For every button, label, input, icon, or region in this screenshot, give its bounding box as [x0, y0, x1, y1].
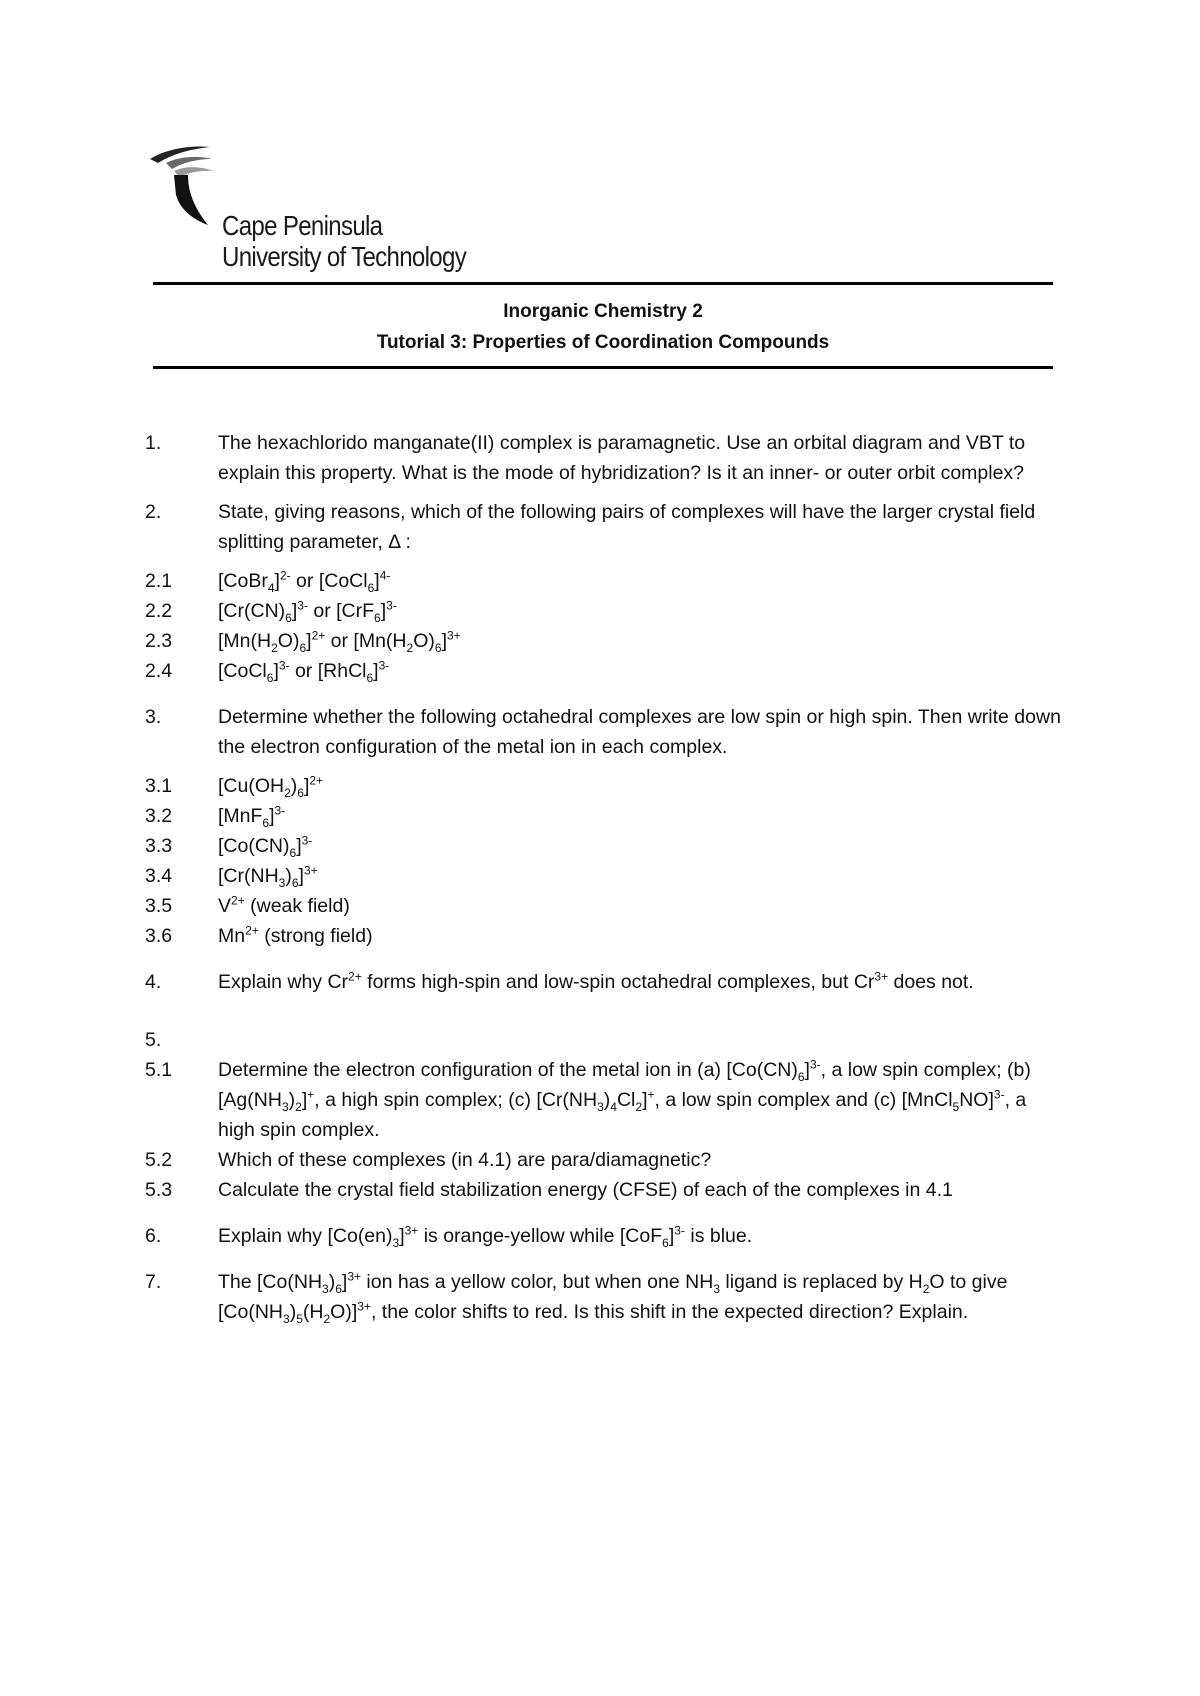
question-4 — [145, 967, 1065, 997]
question-number: 2.4 — [145, 660, 173, 682]
question-text: [CoBr$_4$]$^{2-}$ or [CoCl$_6$]$^{4-}$ — [218, 568, 391, 595]
course-title: Inorganic Chemistry 2 — [503, 301, 703, 322]
question-number: 1. — [145, 432, 162, 454]
question-3-1 — [145, 771, 1065, 801]
question-list — [145, 428, 1065, 1327]
question-2-4 — [145, 656, 1065, 686]
question-5-1 — [145, 1055, 1065, 1145]
question-number: 4. — [145, 971, 162, 993]
question-number: 2.1 — [145, 570, 173, 592]
question-3-3 — [145, 831, 1065, 861]
question-5-2 — [145, 1145, 1065, 1175]
header-rule-bottom — [153, 366, 1053, 369]
question-6 — [145, 1221, 1065, 1251]
question-text: $[Cr(NH_3)_6]^{3+}$ — [218, 863, 318, 890]
question-3-4 — [145, 861, 1065, 891]
question-text: The $[Co(NH_3)_6]^{3+}$ ion has a yellow color, but when one $NH_3$ ligand is replaced by $H_2O$ to give $[Co(NH_3)_5(H_2O)]^{3+}$, the color shifts to red. Is this shift in the expected direction? Explain. — [218, 1269, 1008, 1326]
question-number: 7. — [145, 1271, 162, 1293]
question-text: $[MnF_6]^{3-}$ — [218, 803, 286, 830]
question-text: $[Cr(CN)_6]^{3-}$ or $[CrF_6]^{3-}$ — [218, 598, 397, 625]
question-number: 2.3 — [145, 630, 173, 652]
question-number: 3.2 — [145, 805, 173, 827]
question-text — [218, 1025, 1065, 1055]
question-number: 3.5 — [145, 895, 173, 917]
question-number: 5.3 — [145, 1179, 173, 1201]
question-number: 5.1 — [145, 1059, 173, 1081]
question-1 — [145, 428, 1065, 488]
question-5 — [145, 1025, 1065, 1055]
header-rule-top — [153, 282, 1053, 285]
question-3-6 — [145, 921, 1065, 951]
question-text: Determine the electron configuration of the metal ion in (a) $[Co(CN)_6]^{3-}$, a low spin complex; (b) $[Ag(NH_3)_2]^+$, a high spin complex; (c) $[Cr(NH_3)_4Cl_2]^+$, a low spin complex and (c) [MnCl$_5$NO]$^{3-}$, a high spin complex. — [218, 1057, 1031, 1141]
question-number: 2.2 — [145, 600, 173, 622]
question-text: Explain why $[Co(en)_3]^{3+}$ is orange-yellow while $[CoF_6]^{3-}$ is blue. — [218, 1223, 753, 1250]
question-3-5 — [145, 891, 1065, 921]
question-text: $Mn^{2+}$ (strong field) — [218, 923, 373, 947]
question-3-2 — [145, 801, 1065, 831]
institution-line-1: Cape Peninsula — [222, 210, 383, 241]
question-text: [CoCl$_6$]$^{3-}$ or [RhCl$_6$]$^{3-}$ — [218, 658, 390, 685]
question-text: State, giving reasons, which of the following pairs of complexes will have the larger crystal field splitting parameter, Δ : — [218, 501, 1036, 553]
question-text: $V^{2+}$ (weak field) — [218, 893, 350, 917]
question-3 — [145, 702, 1065, 762]
question-text: $[Co(CN)_6]^{3-}$ — [218, 833, 313, 860]
logo-emblem-icon — [148, 145, 228, 235]
question-7 — [145, 1267, 1065, 1327]
university-logo — [148, 145, 467, 280]
question-number: 3.3 — [145, 835, 173, 857]
question-text: $[Mn(H_2O)_6]^{2+}$ or $[Mn(H_2O)_6]^{3+}$ — [218, 628, 461, 655]
question-text: The hexachlorido manganate(II) complex is paramagnetic. Use an orbital diagram and VBT to explain this property. What is the mode of hybridization? Is it an inner- or outer orbit complex? — [218, 432, 1026, 484]
question-2-1 — [145, 566, 1065, 596]
question-text: Which of these complexes (in 4.1) are para/diamagnetic? — [218, 1149, 712, 1171]
question-number: 3.6 — [145, 925, 173, 947]
institution-line-2: University of Technology — [222, 241, 467, 272]
question-2 — [145, 497, 1065, 557]
logo-wordmark — [222, 210, 466, 272]
question-text: Determine whether the following octahedral complexes are low spin or high spin. Then write down the electron configuration of the metal ion in each complex. — [218, 706, 1061, 758]
question-number: 5. — [145, 1029, 162, 1051]
question-text: Explain why $Cr^{2+}$ forms high-spin and low-spin octahedral complexes, but $Cr^{3+}$ does not. — [218, 969, 974, 993]
question-2-3 — [145, 626, 1065, 656]
question-text: Calculate the crystal field stabilization energy (CFSE) of each of the complexes in 4.1 — [218, 1179, 953, 1201]
question-number: 2. — [145, 501, 162, 523]
question-number: 3.4 — [145, 865, 173, 887]
question-5-3 — [145, 1175, 1065, 1205]
question-number: 3. — [145, 706, 162, 728]
question-text: $[Cu(OH_2)_6]^{2+}$ — [218, 773, 324, 800]
tutorial-title: Tutorial 3: Properties of Coordination Compounds — [376, 332, 830, 353]
question-number: 5.2 — [145, 1149, 173, 1171]
question-number: 6. — [145, 1225, 162, 1247]
question-number: 3.1 — [145, 775, 173, 797]
question-2-2 — [145, 596, 1065, 626]
